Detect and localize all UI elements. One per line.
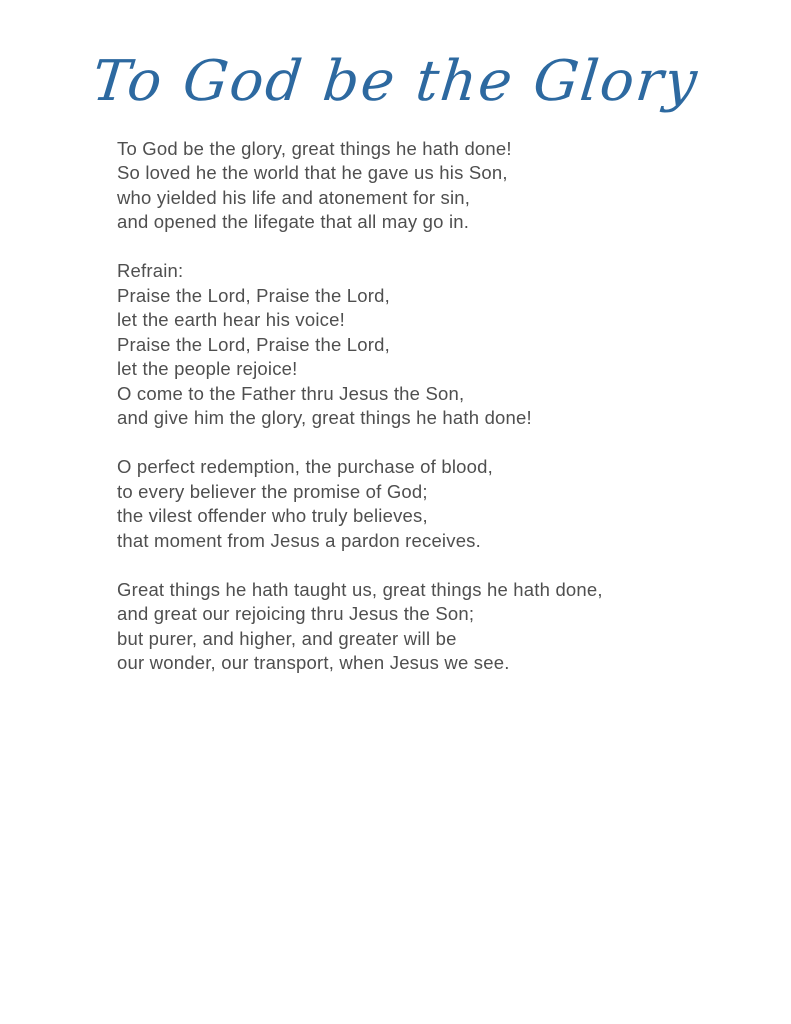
- lyric-line: and give him the glory, great things he hath done!: [117, 407, 532, 429]
- song-title: To God be the Glory: [89, 49, 702, 114]
- lyric-line: to every believer the promise of God;: [117, 480, 428, 502]
- lyric-line: the vilest offender who truly believes,: [117, 505, 428, 527]
- refrain-label: Refrain:: [117, 260, 184, 282]
- lyric-line: who yielded his life and atonement for sin,: [117, 186, 471, 208]
- lyric-line: let the earth hear his voice!: [117, 309, 345, 331]
- lyric-line: our wonder, our transport, when Jesus we see.: [117, 652, 510, 674]
- lyric-line: and opened the lifegate that all may go in.: [117, 211, 470, 233]
- lyric-line: but purer, and higher, and greater will be: [117, 627, 457, 649]
- stanza-2: [117, 455, 731, 553]
- lyric-line: that moment from Jesus a pardon receives.: [117, 529, 481, 551]
- lyric-line: O come to the Father thru Jesus the Son,: [117, 382, 465, 404]
- lyrics: [0, 137, 791, 676]
- lyric-line: Praise the Lord, Praise the Lord,: [117, 333, 390, 355]
- stanza-refrain: [117, 259, 731, 431]
- lyric-line: and great our rejoicing thru Jesus the Son;: [117, 603, 475, 625]
- lyric-line: let the people rejoice!: [117, 358, 298, 380]
- stanza-1: [117, 137, 731, 235]
- lyric-line: Praise the Lord, Praise the Lord,: [117, 284, 390, 306]
- lyric-line: O perfect redemption, the purchase of blood,: [117, 456, 493, 478]
- stanza-3: [117, 578, 731, 676]
- lyric-line: Great things he hath taught us, great things he hath done,: [117, 578, 603, 600]
- lyric-line: So loved he the world that he gave us his Son,: [117, 162, 508, 184]
- lyric-line: To God be the glory, great things he hath done!: [117, 137, 512, 159]
